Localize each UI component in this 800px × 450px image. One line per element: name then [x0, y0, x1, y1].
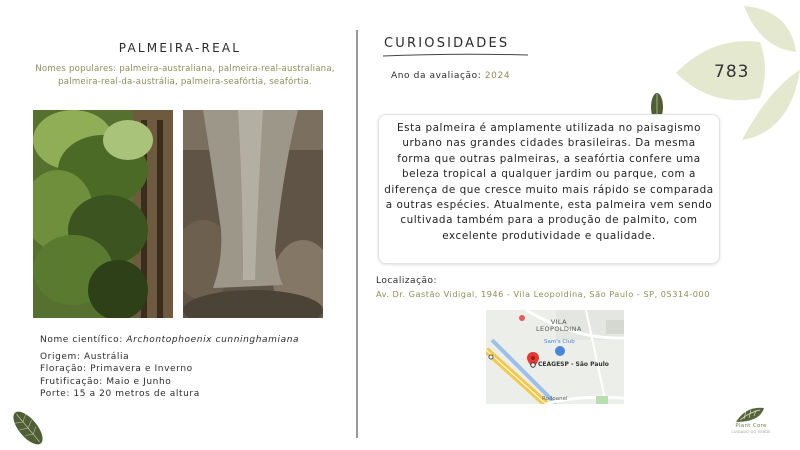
logo-name: Plant Core: [735, 423, 767, 429]
district-line2: LEOPOLDINA: [536, 325, 582, 333]
title-underline: [383, 52, 528, 58]
year-label: Ano da avaliação:: [391, 71, 485, 81]
scientific-name: [40, 335, 299, 345]
district-line1: VILA: [550, 318, 567, 326]
location-map[interactable]: [486, 310, 624, 404]
evaluation-year: [391, 71, 510, 81]
plant-photo-foliage: [33, 110, 173, 318]
curiosities-title: CURIOSIDADES: [384, 36, 510, 51]
curiosity-text: Esta palmeira é amplamente utilizada no paisagismo urbano nas grandes cidades brasileiras. Da mesma forma que outras palmeiras, a seafórtia confere uma beleza tropical a qualquer jardim ou parque, com a diferença de que cresce muito mais rápido se comparada a outras espécies. Atualmente, esta palmeira vem sendo cultivada também para a produção de palmito, com excelente produtividade e qualidade.: [384, 122, 714, 242]
fact-size: Porte: 15 a 20 metros de altura: [40, 388, 200, 399]
fact-fruiting: Frutificação: Maio e Junho: [40, 376, 172, 387]
plant-photo-trunk: [183, 110, 323, 318]
scientific-name-label: Nome científico:: [40, 335, 127, 345]
column-divider: [356, 30, 358, 438]
year-value: 2024: [484, 71, 511, 81]
leaf-shape: [8, 407, 48, 449]
plant-number: 783: [714, 62, 750, 82]
popular-names: Nomes populares: palmeira-australiana, palmeira-real-australiana, palmeira-real-da-austrália, palmeira-seafórtia, seafórtia.: [35, 64, 335, 87]
location-label: Localização:: [376, 276, 438, 286]
map-poi-label: CEAGESP - São Paulo: [538, 361, 609, 368]
plant-title: PALMEIRA-REAL: [118, 41, 242, 55]
scientific-name-value: Archontophoenix cunninghamiana: [126, 335, 300, 345]
map-poi-label: Sam's Club: [544, 339, 575, 345]
plant-facts: [40, 351, 200, 400]
map-street-label: Rodoanel: [542, 396, 568, 402]
location-address: Av. Dr. Gastão Vidigal, 1946 - Vila Leopoldina, São Paulo - SP, 05314-000: [376, 289, 710, 299]
fact-flowering: Floração: Primavera e Inverno: [40, 364, 193, 375]
fact-origin: Origem: Austrália: [40, 352, 130, 362]
logo-tagline: CUIDADO DO VERDE: [731, 430, 771, 434]
map-district-label: [536, 319, 582, 333]
plant-core-logo: [726, 402, 776, 442]
